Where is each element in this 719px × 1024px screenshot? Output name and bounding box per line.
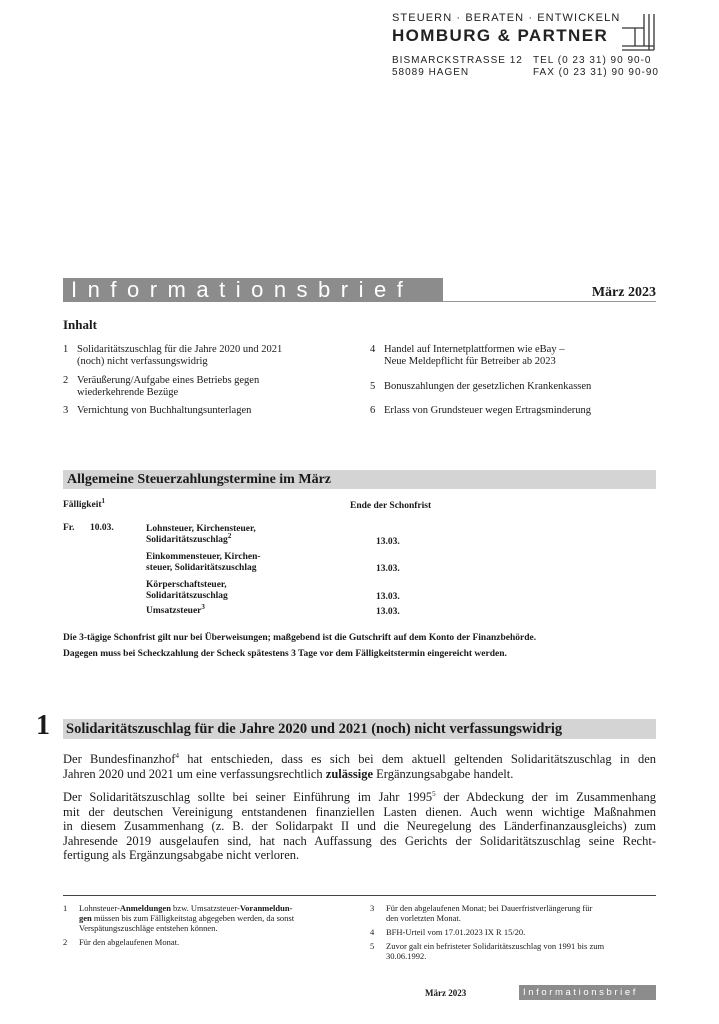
company-tagline: STEUERN · BERATEN · ENTWICKELN [392, 12, 621, 24]
paragraph-line: Der Bundesfinanzhof$^4$ hat entschieden, dass es sich bei dem aktuell geltenden Solidaritätszuschlag in den [63, 751, 656, 766]
toc-item-line: Erlass von Grundsteuer wegen Ertragsminderung [384, 405, 592, 416]
footnote-4: 4 BFH-Urteil vom 17.01.2023 IX R 15/20. [370, 927, 526, 937]
paragraph-line: Jahren 2020 und 2021 um eine verfassungsrechtlich zulässige Ergänzungsabgabe handelt. [63, 766, 514, 781]
tax-row: Einkommensteuer, Kirchen- steuer, Solidaritätszuschlag [146, 552, 261, 573]
title-rule [443, 301, 656, 302]
footer-date: März 2023 [425, 988, 467, 998]
toc-item-number: 3 [63, 405, 69, 416]
tax-row: Körperschaftsteuer, Solidaritätszuschlag [146, 580, 228, 601]
due-weekday: Fr. [63, 523, 75, 533]
section-number: 1 [36, 710, 50, 741]
company-logo-icon [620, 12, 656, 52]
toc-item-1[interactable] [63, 344, 363, 370]
newsletter-title: Informationsbrief [63, 278, 443, 302]
tax-row-end: 13.03. [376, 564, 400, 574]
paragraph-line: in diesem Zusammenhang (z. B. der Solidarpakt II und die Neuregelung des Länderfinanzausgleichs) zum [63, 819, 656, 833]
due-date: 10.03. [90, 523, 114, 533]
column-due-date: Fälligkeit$^1$ [63, 496, 106, 510]
paragraph-line: Jahresende 2019 ausgelaufen sind, hat nach Auffassung des Gerichts der Solidaritätszuschlag seine Recht- [63, 833, 656, 848]
toc-item-line: Solidaritätszuschlag für die Jahre 2020 und 2021 (noch) nicht verfassungswidrig [77, 344, 283, 367]
section-paragraph [63, 752, 656, 781]
toc-item-4[interactable] [370, 344, 656, 370]
footnote-1: 1 Lohnsteuer-Anmeldungen bzw. Umsatzsteuer-Voranmeldun- gen müssen bis zum Fälligkeitstag abgegeben werden, da sonst Verspätungszuschläge entstehen können. [63, 903, 295, 933]
toc-item-number: 1 [63, 344, 69, 355]
toc-item-5[interactable] [370, 381, 656, 395]
payment-dates-heading: Allgemeine Steuerzahlungstermine im März [63, 470, 656, 489]
fax-number: FAX (0 23 31) 90 90-90 [533, 67, 659, 78]
toc-item-number: 2 [63, 375, 69, 386]
tax-row-end: 13.03. [376, 537, 400, 547]
tax-row: Umsatzsteuer$^3$ [146, 602, 205, 616]
cheque-note: Dagegen muss bei Scheckzahlung der Scheck spätestens 3 Tage vor dem Fälligkeitstermin eingereicht werden. [63, 649, 507, 659]
section-heading: Solidaritätszuschlag für die Jahre 2020 und 2021 (noch) nicht verfassungswidrig [63, 719, 656, 739]
tax-row-end: 13.03. [376, 592, 400, 602]
toc-item-3[interactable] [63, 405, 363, 419]
paragraph-line: Der Solidaritätszuschlag sollte bei seiner Einführung im Jahr 1995$^5$ der Abdeckung der im Zusammenhang [63, 789, 656, 804]
paragraph-line: mit der deutschen Vereinigung entstandenen finanziellen Lasten dienen. Auch wenn wichtige Maßnahmen [63, 804, 656, 819]
column-grace-period: Ende der Schonfrist [350, 501, 432, 511]
footnote-3: 3 Für den abgelaufenen Monat; bei Dauerfristverlängerung für den vorletzten Monat. [370, 903, 593, 923]
company-name: HOMBURG & PARTNER [392, 26, 609, 45]
toc-item-line: Vernichtung von Buchhaltungsunterlagen [77, 405, 252, 416]
section-paragraph [63, 790, 656, 863]
toc-item-6[interactable] [370, 405, 656, 419]
phone-number: TEL (0 23 31) 90 90-0 [533, 55, 652, 66]
toc-item-number: 5 [370, 381, 376, 392]
footer-title: Informationsbrief [519, 985, 656, 1000]
paragraph-line: fertigung als Ergänzungsabgabe nicht verloren. [63, 848, 300, 862]
toc-item-number: 4 [370, 344, 376, 355]
footnote-rule [63, 895, 656, 896]
address-city: 58089 HAGEN [392, 67, 470, 78]
grace-note: Die 3-tägige Schonfrist gilt nur bei Überweisungen; maßgebend ist die Gutschrift auf dem Konto der Finanzbehörde. [63, 633, 537, 643]
toc-item-line: Handel auf Internetplattformen wie eBay – Neue Meldepflicht für Betreiber ab 2023 [384, 344, 565, 367]
footnote-5: 5 Zuvor galt ein befristeter Solidaritätszuschlag von 1991 bis zum 30.06.1992. [370, 941, 605, 961]
tax-row: Lohnsteuer, Kirchensteuer, Solidaritätszuschlag$^2$ [146, 524, 256, 545]
tax-row-end: 13.03. [376, 607, 400, 617]
footnote-2: 2 Für den abgelaufenen Monat. [63, 937, 180, 947]
issue-date: März 2023 [591, 285, 656, 300]
toc-item-2[interactable] [63, 375, 363, 401]
toc-item-line: Veräußerung/Aufgabe eines Betriebs gegen wiederkehrende Bezüge [77, 375, 260, 398]
company-contact [533, 55, 659, 79]
toc-item-number: 6 [370, 405, 376, 416]
address-street: BISMARCKSTRASSE 12 [392, 55, 523, 66]
toc-item-line: Bonuszahlungen der gesetzlichen Krankenkassen [384, 381, 592, 392]
company-address [392, 55, 523, 79]
toc-heading: Inhalt [63, 317, 97, 332]
